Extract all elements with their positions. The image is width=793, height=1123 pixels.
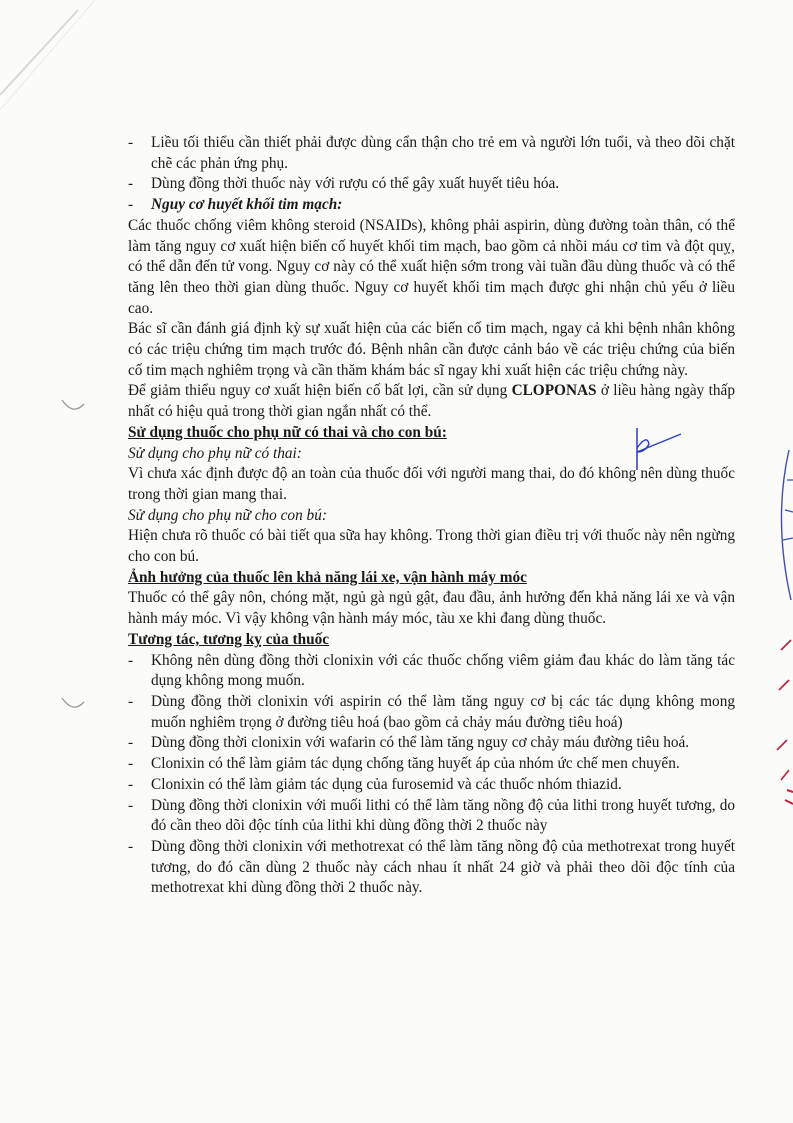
bullet-dash: - <box>128 651 134 669</box>
bullet-text: Clonixin có thể làm giảm tác dụng chống tăng huyết áp của nhóm ức chế men chuyển. <box>151 755 680 773</box>
stamp-edge-mark <box>767 440 793 820</box>
cv-paragraph-2: Bác sĩ cần đánh giá định kỳ sự xuất hiện của các biến cố tim mạch, ngay cả khi bệnh nhân không có các triệu chứng tim mạch trước đó. Bệnh nhân cần được cảnh báo về các triệu chứng của biến cố tim mạch nghiêm trọng và cần thăm khám bác sĩ ngay khi xuất hiện các triệu chứng này. <box>128 320 735 379</box>
bullet-text: Dùng đồng thời clonixin với wafarin có thể làm tăng nguy cơ chảy máu đường tiêu hoá. <box>151 734 690 752</box>
driving-text: Thuốc có thể gây nôn, chóng mặt, ngủ gà ngủ gật, đau đầu, ảnh hưởng đến khả năng lái xe và vận hành máy móc. Vì vậy không vận hành máy móc, tàu xe khi đang dùng thuốc. <box>128 589 735 628</box>
document-body <box>128 133 735 899</box>
list-item <box>128 133 735 174</box>
bullet-text: Không nên dùng đồng thời clonixin với các thuốc chống viêm giảm đau khác do làm tăng tác dụng không mong muốn. <box>151 651 735 690</box>
bullet-text: Dùng đồng thời clonixin với methotrexat có thể làm tăng nồng độ của methotrexat trong huyết tương, do đó cần dùng 2 thuốc này cách nhau ít nhất 24 giờ và phải theo dõi độc tính của methotrexat khi dùng đồng thời 2 thuốc này. <box>151 837 735 897</box>
bullet-text: Dùng đồng thời clonixin với aspirin có thể làm tăng nguy cơ bị các tác dụng không mong muốn nghiêm trọng ở đường tiêu hoá (bao gồm cả chảy máu đường tiêu hoá) <box>151 692 735 731</box>
bullet-dash: - <box>128 196 134 214</box>
list-item <box>128 174 735 195</box>
list-item <box>128 692 735 733</box>
bullet-dash: - <box>128 796 134 814</box>
bullet-text: Clonixin có thể làm giảm tác dụng của furosemid và các thuốc nhóm thiazid. <box>151 775 622 793</box>
list-item <box>128 754 735 775</box>
list-item <box>128 733 735 754</box>
pregnancy-text: Vì chưa xác định được độ an toàn của thuốc đối với người mang thai, do đó không nên dùng thuốc trong thời gian mang thai. <box>128 465 735 503</box>
bullet-dash: - <box>128 837 134 855</box>
bullet-dash: - <box>128 755 134 773</box>
punch-hole-mark <box>60 398 86 416</box>
bullet-dash: - <box>128 775 134 793</box>
list-item <box>128 195 735 216</box>
cv-paragraph-3-pre: Để giảm thiểu nguy cơ xuất hiện biến cố bất lợi, cần sử dụng <box>128 382 512 400</box>
pregnancy-heading: Sử dụng thuốc cho phụ nữ có thai và cho con bú: <box>128 423 447 441</box>
bullet-dash: - <box>128 692 134 710</box>
cv-paragraph-3-post: ở liều hàng ngày thấp nhất có hiệu quả trong thời gian ngắn nhất có thể. <box>128 382 735 421</box>
page-fold-mark <box>0 0 130 130</box>
list-item <box>128 837 735 899</box>
list-item <box>128 775 735 796</box>
bullet-text: Dùng đồng thời thuốc này với rượu có thể gây xuất huyết tiêu hóa. <box>151 175 560 193</box>
bullet-dash: - <box>128 734 134 752</box>
bullet-text: Liều tối thiểu cần thiết phải được dùng cẩn thận cho trẻ em và người lớn tuổi, và theo dõi chặt chẽ các phản ứng phụ. <box>151 134 735 172</box>
punch-hole-mark <box>60 696 86 714</box>
cv-risk-heading: Nguy cơ huyết khối tim mạch: <box>151 196 343 214</box>
interactions-heading: Tương tác, tương kỵ của thuốc <box>128 630 330 648</box>
cv-paragraph-3 <box>128 381 735 422</box>
breastfeeding-text: Hiện chưa rõ thuốc có bài tiết qua sữa hay không. Trong thời gian điều trị với thuốc này nên ngừng cho con bú. <box>128 527 735 566</box>
bullet-text: Dùng đồng thời clonixin với muối lithi có thể làm tăng nồng độ của lithi trong huyết tương, do đó cần theo dõi độc tính của lithi khi dùng đồng thời 2 thuốc này <box>151 796 735 835</box>
cv-paragraph-1: Các thuốc chống viêm không steroid (NSAIDs), không phải aspirin, dùng đường toàn thân, có thể làm tăng nguy cơ xuất hiện biến cố huyết khối tim mạch, bao gồm cả nhồi máu cơ tim và đột quỵ, có thể dẫn đến tử vong. Nguy cơ này có thể xuất hiện sớm trong vài tuần đầu dùng thuốc và có thể tăng lên theo thời gian dùng thuốc. Nguy cơ huyết khối tim mạch được ghi nhận chủ yếu ở liều cao. <box>128 216 735 317</box>
list-item <box>128 796 735 837</box>
bullet-dash: - <box>128 134 134 151</box>
list-item <box>128 651 735 692</box>
bullet-dash: - <box>128 175 134 193</box>
breastfeeding-subheading: Sử dụng cho phụ nữ cho con bú: <box>128 506 327 524</box>
pregnancy-subheading: Sử dụng cho phụ nữ có thai: <box>128 444 302 462</box>
driving-heading: Ảnh hưởng của thuốc lên khả năng lái xe, vận hành máy móc <box>128 568 527 586</box>
brand-name: CLOPONAS <box>511 382 597 400</box>
